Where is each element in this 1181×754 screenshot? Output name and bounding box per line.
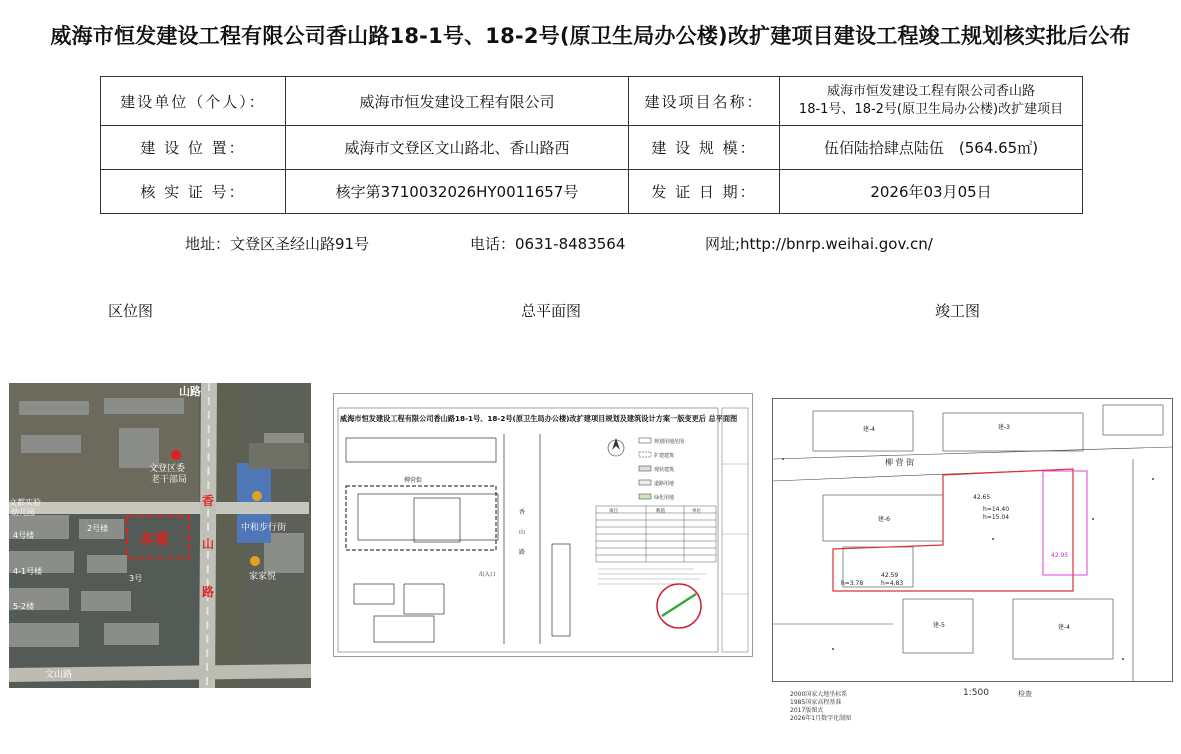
bld-2-label: 2号楼 <box>87 524 109 533</box>
completion-bld-e: 建-4 <box>1058 624 1070 631</box>
project-marker-label: 本案 <box>139 530 170 548</box>
date-label: 发 证 日 期： <box>629 170 780 214</box>
scale-value: 伍佰陆拾肆点陆伍 (564.65㎡) <box>780 126 1083 170</box>
completion-footnote-4: 2026年1月数字化制图 <box>790 715 852 722</box>
legend-item-2: 扩建建筑 <box>654 453 675 459</box>
bld-3-label: 3号 <box>129 574 143 583</box>
cert-value: 核字第3710032026HY0011657号 <box>286 170 629 214</box>
poi-1-label: 文登区委 <box>149 464 186 474</box>
completion-h-note4: h=3.78 <box>841 580 864 587</box>
completion-footnote-1: 2000国家大地坐标系 <box>790 691 848 698</box>
completion-bld-d: 建-5 <box>933 622 945 629</box>
completion-footnote-3: 2017版图式 <box>790 707 824 714</box>
road-vertical-1: 香 <box>202 494 215 508</box>
road-top-label: 山路 <box>179 385 201 398</box>
project-label: 建设项目名称： <box>629 77 780 126</box>
site-plan-image <box>333 393 753 657</box>
contact-address: 地址：文登区圣经山路91号 <box>185 235 370 253</box>
completion-road-label: 柳 营 街 <box>885 458 915 467</box>
bld-41-label: 4-1号楼 <box>13 567 43 576</box>
date-value: 2026年03月05日 <box>780 170 1083 214</box>
completion-map-image <box>772 398 1173 682</box>
poi-1b-label: 老干部局 <box>151 475 188 485</box>
page-title: 威海市恒发建设工程有限公司香山路18-1号、18-2号(原卫生局办公楼)改扩建项目建设工程竣工规划核实批后公布 <box>50 24 1131 48</box>
poi-3-label: 家家悦 <box>249 572 277 582</box>
location-value: 威海市文登区文山路北、香山路西 <box>286 126 629 170</box>
table-header-2: 数值 <box>656 509 665 514</box>
completion-bld-b: 建-3 <box>998 424 1010 431</box>
completion-footnote-2: 1985国家高程基准 <box>790 699 842 706</box>
poi-4-label: 文都实验 <box>9 498 41 507</box>
completion-map-svg <box>773 399 1172 681</box>
scale-label: 建 设 规 模： <box>629 126 780 170</box>
site-plan-road-v2: 山 <box>519 529 526 536</box>
unit-label: 建设单位（个人）： <box>101 77 286 126</box>
caption-site-plan: 总平面图 <box>521 302 582 320</box>
completion-check-label: 检查 <box>1018 690 1032 698</box>
completion-h2: 42.59 <box>881 572 899 579</box>
completion-h-note1: h=14.40 <box>983 506 1010 513</box>
project-value-line1: 威海市恒发建设工程有限公司香山路 <box>826 84 1035 99</box>
info-table <box>100 76 1083 214</box>
completion-h-note3: h=4.83 <box>881 580 904 587</box>
road-bottom-label: 文山路 <box>45 670 73 680</box>
poi-4b-label: 幼儿园 <box>11 508 35 517</box>
contact-phone: 电话：0631-8483564 <box>470 235 626 253</box>
poi-2-label: 中和步行街 <box>241 523 287 533</box>
completion-h-note2: h=15.04 <box>983 514 1010 521</box>
site-plan-entrance: 出入口 <box>479 572 496 578</box>
bld-52-label: 5-2楼 <box>13 602 35 611</box>
caption-completion-map: 竣工图 <box>935 302 981 320</box>
table-header-1: 项目 <box>609 509 618 514</box>
site-plan-road-v1: 香 <box>519 509 526 516</box>
cert-label: 核 实 证 号： <box>101 170 286 214</box>
road-vertical-3: 路 <box>202 585 215 599</box>
legend-item-5: 绿化用地 <box>654 495 675 501</box>
unit-value: 威海市恒发建设工程有限公司 <box>286 77 629 126</box>
bld-4-label: 4号楼 <box>13 531 35 540</box>
table-header-3: 单位 <box>692 509 701 514</box>
legend-item-3: 现状建筑 <box>654 467 675 473</box>
site-plan-road-v3: 路 <box>519 549 526 556</box>
caption-location-map: 区位图 <box>108 302 154 320</box>
location-map-image <box>9 383 311 688</box>
completion-h1: 42.65 <box>973 494 991 501</box>
site-plan-svg <box>334 394 752 656</box>
location-label: 建 设 位 置： <box>101 126 286 170</box>
completion-h3: 42.95 <box>1051 552 1069 559</box>
completion-bld-c: 建-6 <box>878 516 890 523</box>
completion-scale: 1:500 <box>963 688 989 698</box>
project-value-line2: 18-1号、18-2号(原卫生局办公楼)改扩建项目 <box>798 102 1064 117</box>
site-plan-title: 威海市恒发建设工程有限公司香山路18-1号、18-2号(原卫生局办公楼)改扩建项目规划及建筑设计方案一版变更后 总平面图 <box>340 414 738 423</box>
location-map-svg <box>9 383 311 688</box>
legend-item-4: 道路用地 <box>654 481 675 487</box>
completion-bld-a: 建-4 <box>863 426 875 433</box>
project-value <box>780 77 1083 126</box>
contact-website[interactable]: 网址;http://bnrp.weihai.gov.cn/ <box>705 235 933 253</box>
road-vertical-2: 山 <box>202 537 215 551</box>
legend-item-1: 规划用地范围 <box>654 439 685 445</box>
site-plan-road-label: 柳营街 <box>404 477 423 484</box>
